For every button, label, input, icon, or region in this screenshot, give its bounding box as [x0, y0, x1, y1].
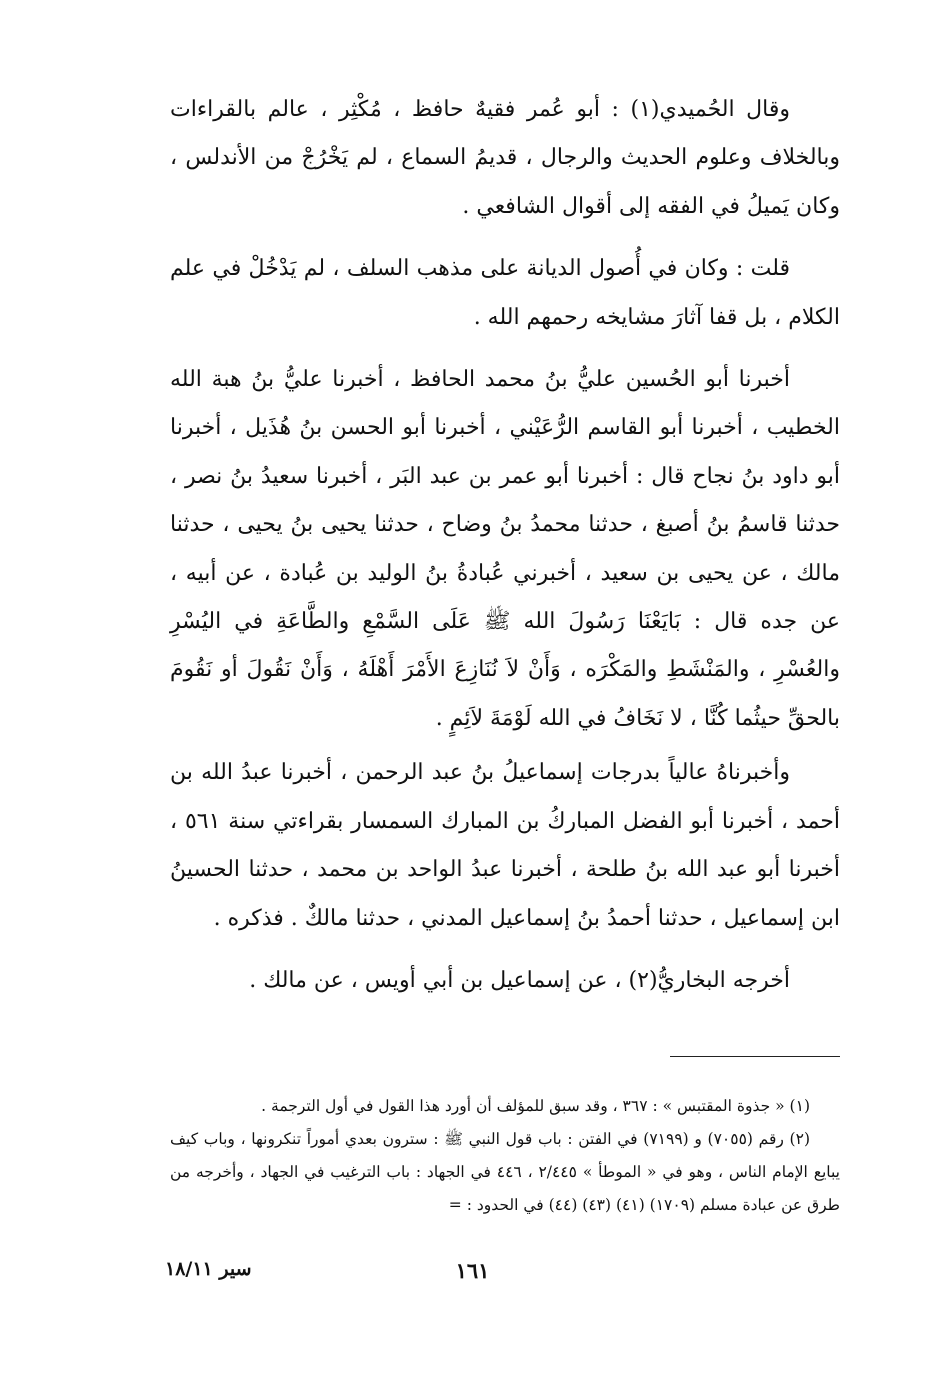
footnote-2: (٢) رقم (٧٠٥٥) و (٧١٩٩) في الفتن : باب قول النبي ﷺ : سترون بعدي أموراً تنكرونها ، وباب كيف يبايع الإمام الناس ، وهو في « الموطأ » ٢/٤٤٥ ، ٤٤٦ في الجهاد : باب الترغيب في الجهاد ، وأخرجه من طرق عن عبادة مسلم (١٧٠٩) (٤١) (٤٣) (٤٤) في الحدود : = [170, 1130, 840, 1214]
paragraph-author-comment: قلت : وكان في أُصول الديانة على مذهب السلف ، لم يَدْخُلْ في علم الكلام ، بل قفا آثارَ مشايخه رحمهم الله . [170, 256, 840, 330]
footnote-1: (١) « جذوة المقتبس » : ٣٦٧ ، وقد سبق للمؤلف أن أورد هذا القول في أول الترجمة . [261, 1097, 810, 1115]
paragraph-hadith-chain: أخبرنا أبو الحُسين عليُّ بنُ محمد الحافظ ، أخبرنا عليُّ بنُ هبة الله الخطيب ، أخبرنا أبو القاسم الرُّعَيْني ، أخبرنا أبو الحسن بنُ هُذَيل ، أخبرنا أبو داود بنُ نجاح قال : أخبرنا أبو عمر بن عبد البَر ، أخبرنا سعيدُ بنُ نصر ، حدثنا قاسمُ بنُ أصبغ ، حدثنا محمدُ بنُ وضاح ، حدثنا يحيى بنُ يحيى ، حدثنا مالك ، عن يحيى بن سعيد ، أخبرني عُبادةُ بنُ الوليد بن عُبادة ، عن أبيه ، عن جده قال : بَايَعْنَا رَسُولَ الله ﷺ عَلَى السَّمْعِ والطَّاعَةِ في اليُسْرِ والعُسْرِ ، والمَنْشَطِ والمَكْرَه ، وَأَنْ لاَ نُنَازِعَ الأَمْرَ أَهْلَهُ ، وَأَنْ نَقُولَ أو نَقُومَ بالحقِّ حيثُما كُنَّا ، لا نَخَافُ في الله لَوْمَةَ لاَئِمٍ . [170, 367, 840, 731]
footnote-divider [670, 1056, 840, 1057]
paragraph-higher-chain: وأخبرناهُ عالياً بدرجات إسماعيلُ بنُ عبد الرحمن ، أخبرنا عبدُ الله بن أحمد ، أخبرنا أبو الفضل المباركُ بن المبارك السمسار بقراءتي سنة ٥٦١ ، أخبرنا أبو عبد الله بنُ طلحة ، أخبرنا عبدُ الواحد بن محمد ، حدثنا الحسينُ ابن إسماعيل ، حدثنا أحمدُ بنُ إسماعيل المدني ، حدثنا مالكٌ . فذكره . [170, 760, 841, 931]
footnotes [170, 1090, 840, 1222]
main-text [170, 86, 840, 1019]
printer-signature: سير ١٨/١١ [165, 1258, 252, 1280]
page-number: ١٦١ [455, 1258, 490, 1283]
paragraph-bukhari-source: أخرجه البخاريُّ(٢) ، عن إسماعيل بن أبي أويس ، عن مالك . [249, 967, 790, 993]
paragraph-humaydi-quote: وقال الحُميدي(١) : أبو عُمر فقيهٌ حافظ ، مُكْثِر ، عالم بالقراءات وبالخلاف وعلوم الحديث والرجال ، قديمُ السماع ، لم يَخْرُجْ من الأندلس ، وكان يَميلُ في الفقه إلى أقوال الشافعي . [170, 97, 840, 219]
